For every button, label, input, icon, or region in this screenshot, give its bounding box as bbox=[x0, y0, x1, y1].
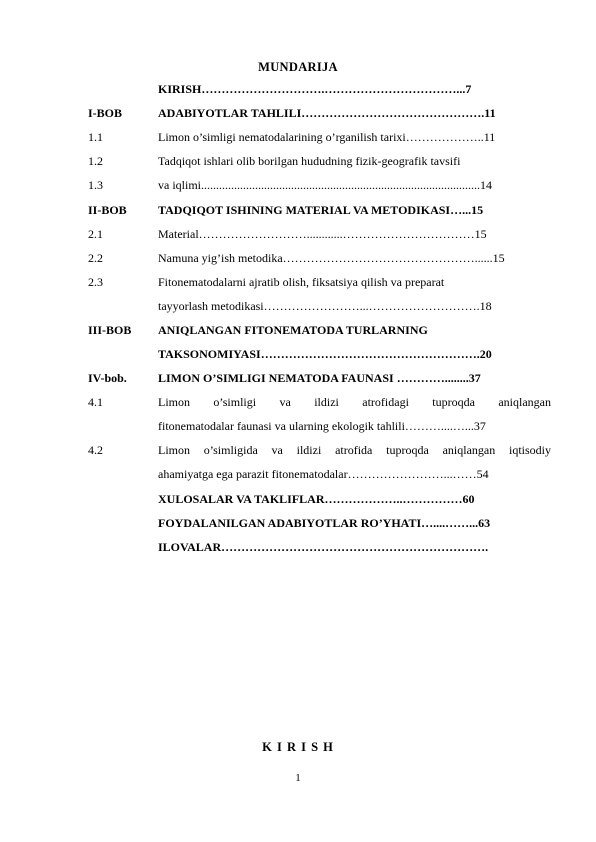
toc-entry-2-2[interactable]: Namuna yig’ish metodika…………………………………………......15 bbox=[158, 251, 505, 265]
toc-entry-chapter-3[interactable]: ANIQLANGAN FITONEMATODA TURLARNING bbox=[158, 323, 428, 337]
toc-entry-2-3[interactable]: Fitonematodalarni ajratib olish, fiksatsiya qilish va preparat bbox=[158, 275, 445, 289]
toc-entry-kirish[interactable]: KIRISH………………………….……………………………...7 bbox=[158, 82, 472, 96]
toc-entry-chapter-4[interactable]: LIMON O’SIMLIGI NEMATODA FAUNASI …………........37 bbox=[158, 371, 481, 385]
toc-number: I-BOB bbox=[88, 106, 123, 120]
toc-entry-chapter-1[interactable]: ADABIYOTLAR TAHLILI……………………………………….11 bbox=[158, 106, 496, 120]
toc-entry-chapter-3-continued[interactable]: TAKSONOMIYASI……………………………………………….20 bbox=[158, 347, 492, 361]
toc-entry-4-1[interactable]: Limon o’simligi va ildizi atrofidagi tuproqda aniqlangan bbox=[158, 395, 551, 409]
toc-number: 2.1 bbox=[88, 227, 103, 241]
toc-number: 4.1 bbox=[88, 395, 103, 409]
toc-entry-1-1[interactable]: Limon o’simligi nematodalarining o’rganilish tarixi………………..11 bbox=[158, 130, 496, 144]
toc-entry-1-3[interactable]: va iqlimi.............................................................................................14 bbox=[158, 178, 492, 192]
toc-entry-4-1-continued[interactable]: fitonematodalar faunasi va ularning ekologik tahlili………....…...37 bbox=[158, 419, 486, 433]
section-heading-kirish: K I R I S H bbox=[262, 740, 334, 754]
toc-entry-chapter-2[interactable]: TADQIQOT ISHINING MATERIAL VA METODIKASI…...15 bbox=[158, 203, 484, 217]
page-number: 1 bbox=[295, 772, 301, 784]
toc-number: IV-bob. bbox=[88, 371, 127, 385]
toc-number: 2.2 bbox=[88, 251, 103, 265]
toc-entry-4-2-continued[interactable]: ahamiyatga ega parazit fitonematodalar……………………...……54 bbox=[158, 467, 489, 481]
toc-number: II-BOB bbox=[88, 203, 127, 217]
toc-entry-4-2[interactable]: Limon o’simligida va ildizi atrofida tuproqda aniqlangan iqtisodiy bbox=[158, 443, 551, 457]
page-title: MUNDARIJA bbox=[258, 60, 338, 74]
toc-number: 1.3 bbox=[88, 178, 103, 192]
toc-number: 4.2 bbox=[88, 443, 103, 457]
toc-entry-conclusions[interactable]: XULOSALAR VA TAKLIFLAR………………..……………60 bbox=[158, 492, 475, 506]
toc-entry-2-1[interactable]: Material………………………............……………………………15 bbox=[158, 227, 487, 241]
toc-entry-appendices[interactable]: ILOVALAR…………………………………………………………. bbox=[158, 540, 489, 554]
toc-number: 1.2 bbox=[88, 154, 103, 168]
toc-number: 2.3 bbox=[88, 275, 103, 289]
toc-entry-1-2[interactable]: Tadqiqot ishlari olib borilgan hududning fizik-geografik tavsifi bbox=[158, 154, 461, 168]
toc-entry-references[interactable]: FOYDALANILGAN ADABIYOTLAR RO’YHATI…....……...63 bbox=[158, 516, 491, 530]
toc-number: III-BOB bbox=[88, 323, 132, 337]
toc-entry-2-3-continued[interactable]: tayyorlash metodikasi……………………...……………………….18 bbox=[158, 299, 492, 313]
toc-number: 1.1 bbox=[88, 130, 103, 144]
